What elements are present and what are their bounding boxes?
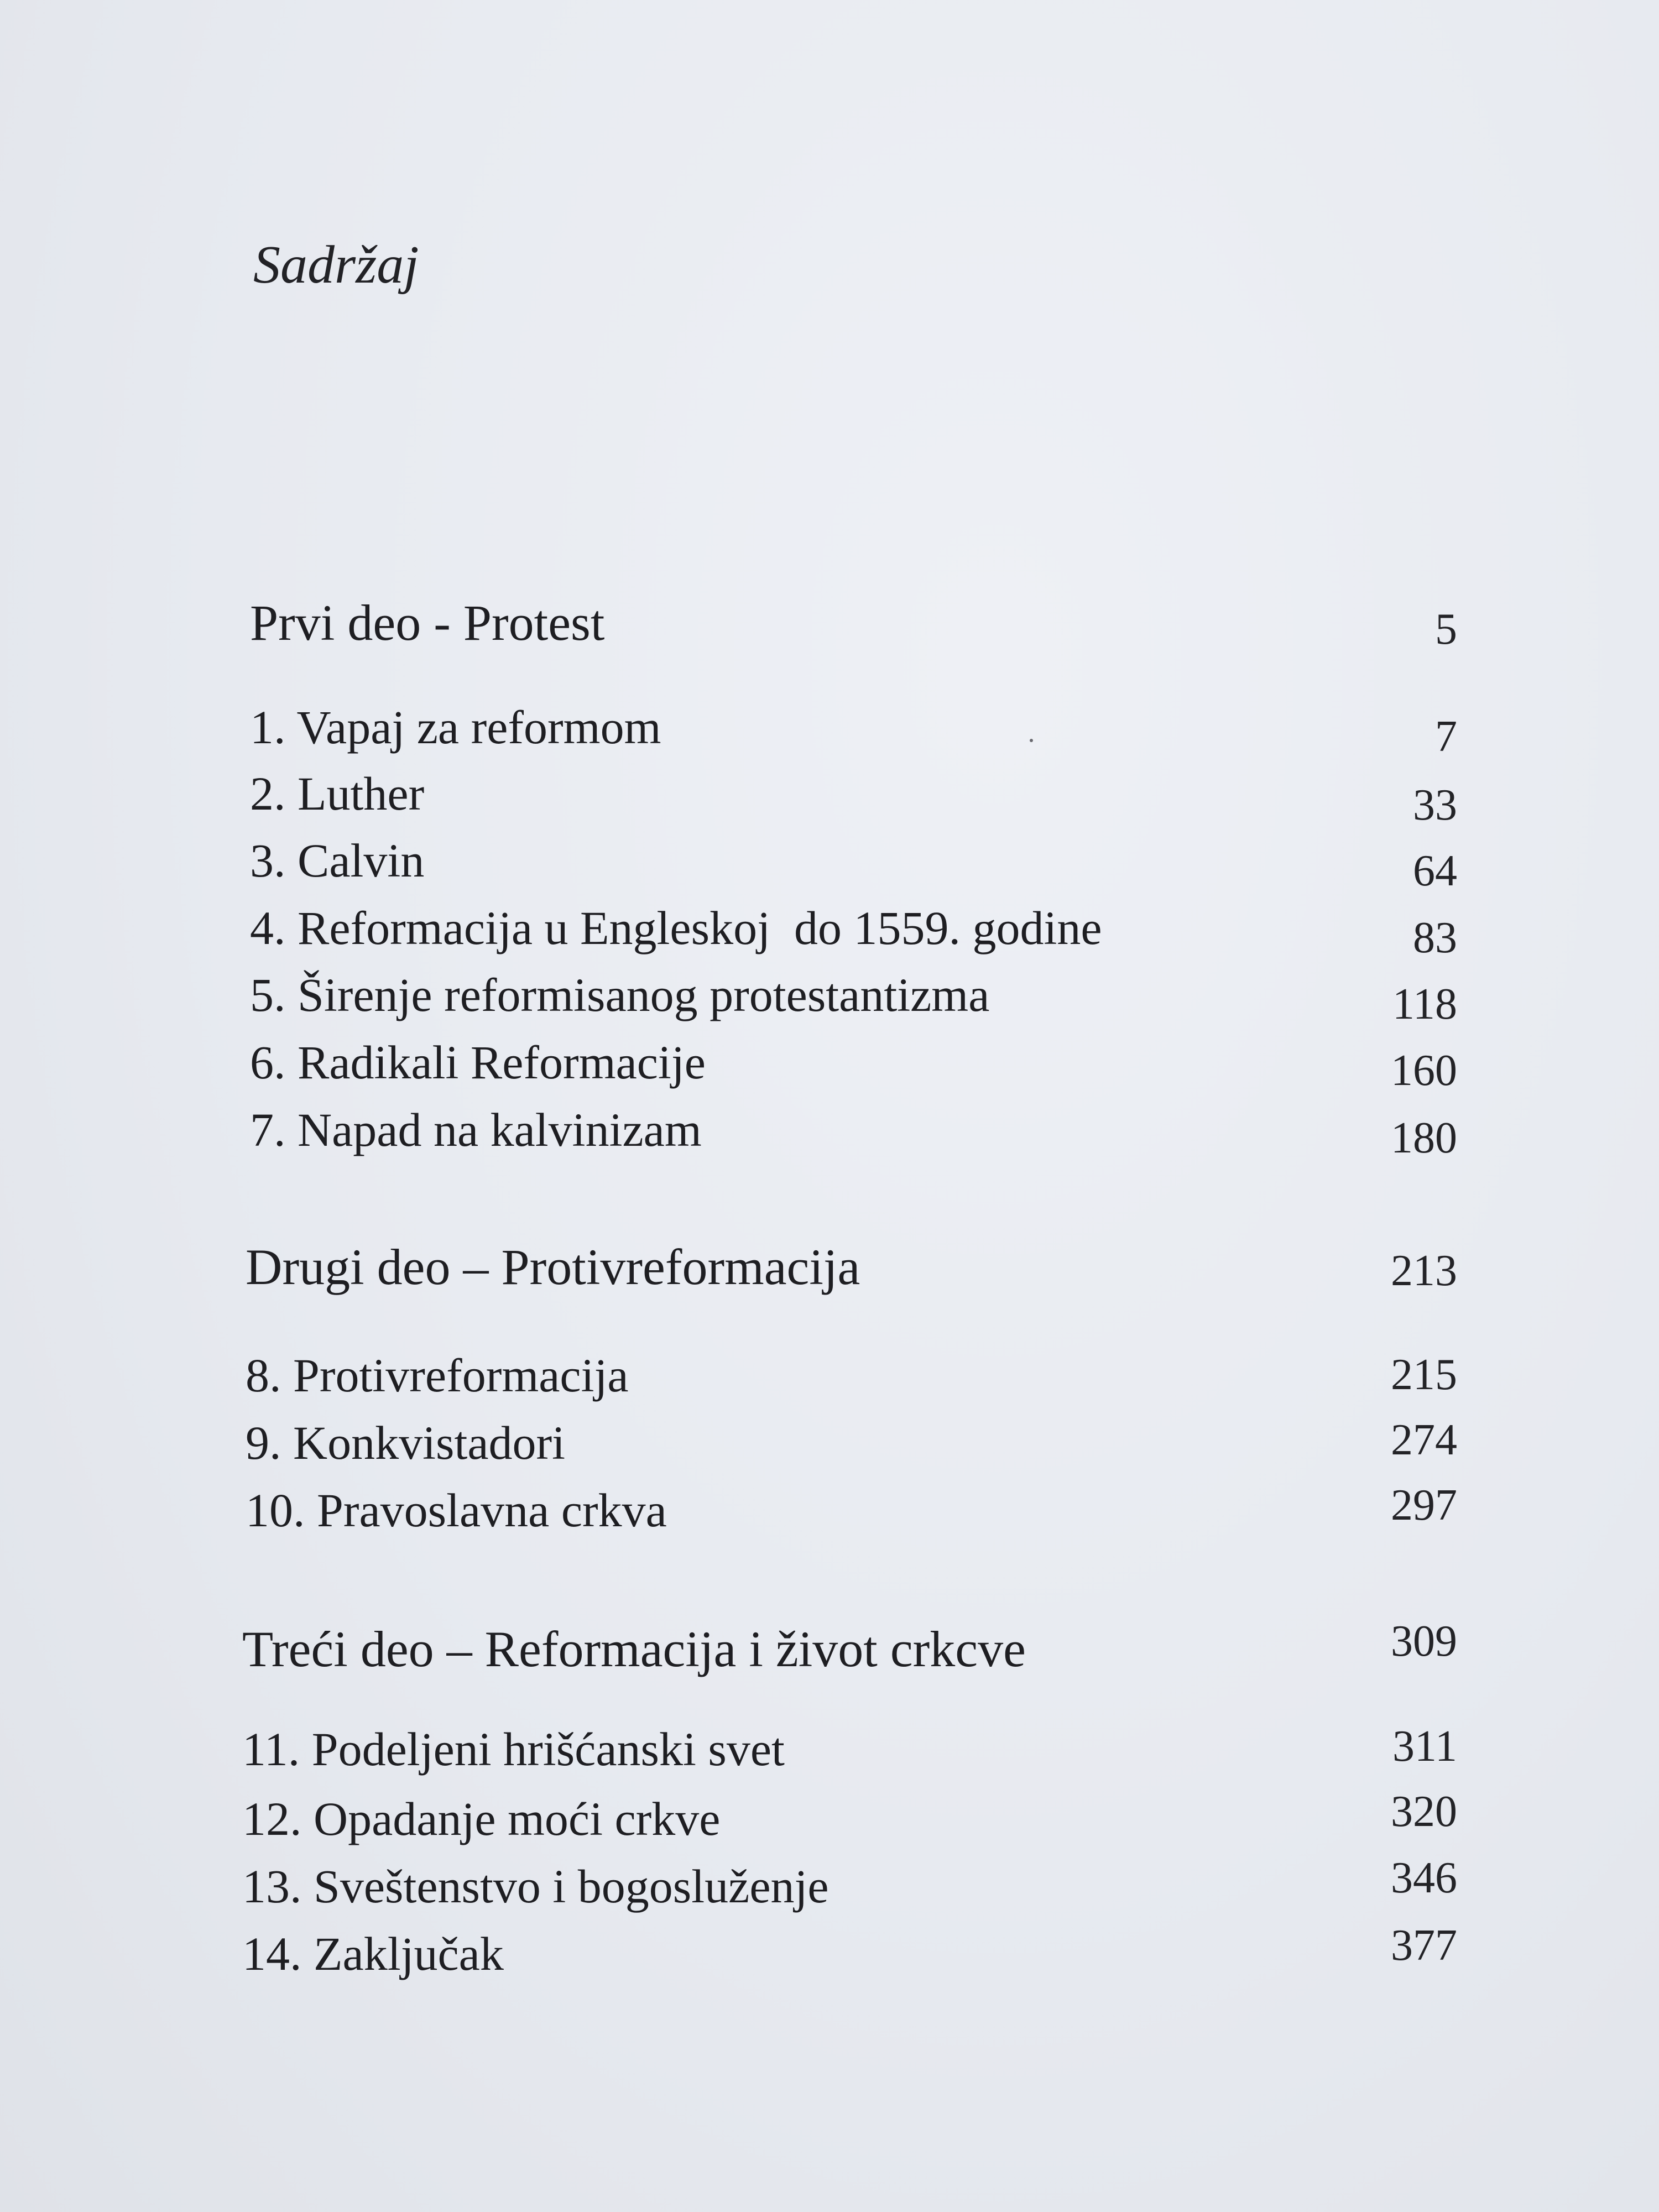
toc-page-number: 5 — [1435, 605, 1457, 654]
toc-entry-title: 11. Podeljeni hrišćanski svet — [242, 1723, 785, 1776]
toc-page-number: 64 — [1413, 847, 1457, 895]
toc-page-number: 320 — [1391, 1787, 1457, 1836]
toc-page-number: 274 — [1391, 1416, 1457, 1464]
toc-page-number: 297 — [1391, 1481, 1457, 1530]
toc-entry-title: Prvi deo - Protest — [250, 594, 605, 651]
toc-entry-title: 8. Protivreformacija — [246, 1349, 629, 1402]
toc-entry-title: 14. Zaključak — [242, 1927, 504, 1980]
toc-entry-title: 7. Napad na kalvinizam — [250, 1103, 702, 1156]
toc-page-number: 215 — [1391, 1350, 1457, 1399]
toc-entry-title: 1. Vapaj za reformom — [250, 701, 661, 754]
toc-entry-title: 10. Pravoslavna crkva — [246, 1484, 667, 1537]
toc-page-number: 7 — [1435, 712, 1457, 761]
toc-entry-title: 2. Luther — [250, 767, 425, 820]
toc-entry-title: Treći deo – Reformacija i život crkcve — [242, 1621, 1026, 1677]
toc-page-number: 346 — [1391, 1854, 1457, 1902]
toc-entry-title: 13. Sveštenstvo i bogosluženje — [242, 1860, 829, 1913]
toc-entry-title: Drugi deo – Protivreformacija — [246, 1239, 860, 1295]
toc-entry-title: 5. Širenje reformisanog protestantizma — [250, 968, 990, 1021]
toc-entry-title: 9. Konkvistadori — [246, 1416, 566, 1469]
page-title: Sadržaj — [253, 235, 419, 295]
toc-page-number: 311 — [1392, 1722, 1457, 1771]
toc-page-number: 377 — [1391, 1921, 1457, 1970]
toc-page-number: 33 — [1413, 781, 1457, 830]
toc-page-number: 309 — [1391, 1617, 1457, 1666]
toc-entry-title: 3. Calvin — [250, 834, 425, 887]
toc-page-number: 213 — [1391, 1246, 1457, 1295]
toc-entry-title: 4. Reformacija u Engleskoj do 1559. godine — [250, 901, 1102, 954]
toc-page-number: 160 — [1391, 1046, 1457, 1095]
toc-page-number: 83 — [1413, 914, 1457, 962]
toc-entry-title: 12. Opadanje moći crkve — [242, 1792, 721, 1845]
toc-entry-title: 6. Radikali Reformacije — [250, 1036, 706, 1089]
toc-page-number: 118 — [1392, 980, 1457, 1029]
toc-page-number: 180 — [1391, 1114, 1457, 1162]
